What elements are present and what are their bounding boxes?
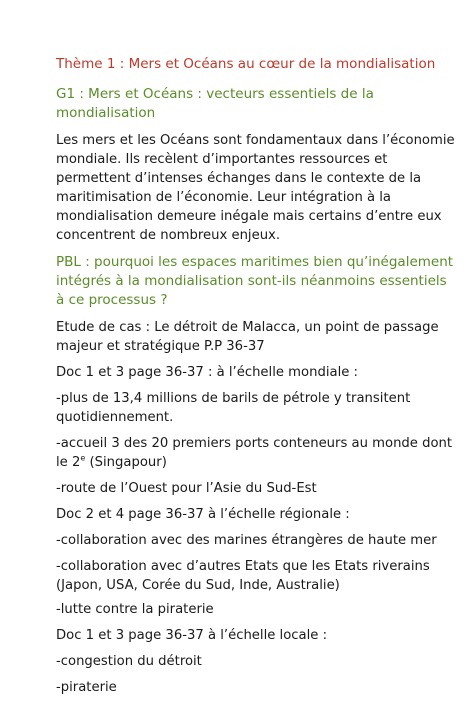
- document-subtitle: G1 : Mers et Océans : vecteurs essentiels de la mondialisation: [56, 86, 374, 121]
- ports-superscript: e: [80, 453, 86, 463]
- list-item-route: -route de l’Ouest pour l’Asie du Sud-Est: [56, 481, 317, 496]
- document-title: Thème 1 : Mers et Océans au cœur de la mondialisation: [56, 56, 436, 72]
- document-page: [56, 54, 456, 702]
- list-item-barrels: -plus de 13,4 millions de barils de pétrole y transitent quotidiennement.: [56, 391, 411, 425]
- doc-local-heading: Doc 1 et 3 page 36-37 à l’échelle locale :: [56, 628, 328, 643]
- list-item-piracy: -piraterie: [56, 680, 117, 695]
- problem-statement: PBL : pourquoi les espaces maritimes bien qu’inégalement intégrés à la mondialisation sont-ils néanmoins essentiels à ce processus ?: [56, 254, 454, 308]
- doc-world-heading: Doc 1 et 3 page 36-37 : à l’échelle mondiale :: [56, 365, 358, 380]
- list-item-piracy-fight: -lutte contre la piraterie: [56, 602, 214, 617]
- doc-regional-heading: Doc 2 et 4 page 36-37 à l’échelle régionale :: [56, 507, 350, 522]
- list-item-navies: -collaboration avec des marines étrangères de haute mer: [56, 533, 437, 548]
- list-item-states: -collaboration avec d’autres Etats que les Etats riverains (Japon, USA, Corée du Sud, Inde, Australie): [56, 559, 430, 593]
- ports-text: -accueil 3 des 20 premiers ports conteneurs au monde dont le 2: [56, 436, 453, 470]
- list-item-congestion: -congestion du détroit: [56, 654, 202, 669]
- intro-paragraph: Les mers et les Océans sont fondamentaux dans l’économie mondiale. Ils recèlent d’importantes ressources et permettent d’intenses échanges dans le contexte de la maritimisation de l’économie. Leur intégration à la mondialisation demeure inégale mais certains d’entre eux concentrent de nombreux enjeux.: [56, 133, 455, 243]
- case-study-heading: Etude de cas : Le détroit de Malacca, un point de passage majeur et stratégique P.P 36-37: [56, 320, 439, 354]
- list-item-ports: [56, 434, 456, 472]
- ports-text-end: (Singapour): [85, 455, 167, 470]
